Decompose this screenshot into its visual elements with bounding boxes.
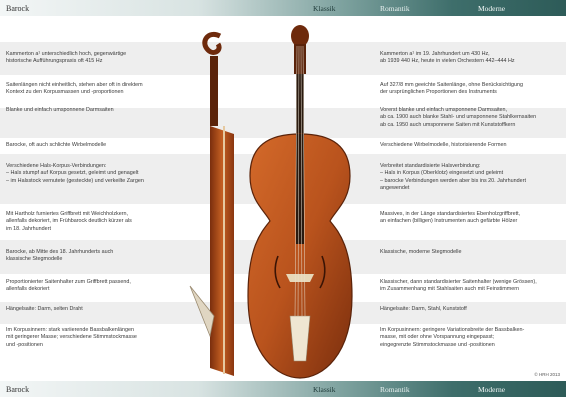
moderne-line: im Zusammenhang mit Stahlsaiten auch mit Feinstimmern bbox=[380, 286, 520, 293]
moderne-line: Hängelsaite: Darm, Stahl, Kunststoff bbox=[380, 306, 467, 312]
moderne-line: – barocke Verbindungen werden aber bis ins 20. Jahrhundert bbox=[380, 177, 526, 184]
footer-klassik: Klassik bbox=[313, 385, 336, 394]
barock-line: Barocke, ab Mitte des 18. Jahrhunderts auch bbox=[6, 249, 114, 255]
moderne-line: Verschiedene Wirbelmodelle, historisierende Formen bbox=[380, 142, 507, 148]
side-scroll bbox=[205, 34, 220, 52]
moderne-cell bbox=[380, 107, 560, 129]
moderne-line: ab 1939 440 Hz, heute in vielen Orchestern 442–444 Hz bbox=[380, 58, 515, 65]
moderne-cell bbox=[380, 163, 560, 193]
barock-line: allenfalls dekoriert bbox=[6, 286, 50, 293]
footer-romantik: Romantik bbox=[380, 385, 410, 394]
moderne-line: angewendet bbox=[380, 185, 410, 192]
moderne-line: an einfachen (billigen) Instrumenten auch gefärbte Hölzer bbox=[380, 218, 518, 225]
moderne-cell bbox=[380, 82, 560, 97]
moderne-line: Massives, in der Länge standardisiertes Ebenholzgriffbrett, bbox=[380, 211, 521, 217]
moderne-line: der ursprünglichen Proportionen des Instruments bbox=[380, 89, 497, 96]
moderne-cell bbox=[380, 306, 560, 313]
barock-line: Saitenlängen nicht einheitlich, stehen aber oft in direktem bbox=[6, 82, 143, 88]
moderne-cell bbox=[380, 327, 560, 349]
moderne-line: – Hals in Korpus (Oberklotz) eingesetzt und geleimt bbox=[380, 170, 504, 177]
barock-line: mit geringerer Masse; verschiedene Stimmstockmasse bbox=[6, 334, 137, 341]
moderne-line: masse, mit oder ohne Vorspannung eingepasst; bbox=[380, 334, 495, 341]
moderne-line: Kammerton a¹ im 19. Jahrhundert um 430 Hz, bbox=[380, 51, 490, 57]
header-romantik: Romantik bbox=[380, 4, 410, 13]
barock-line: und -positionen bbox=[6, 341, 43, 348]
moderne-line: ab ca. 1950 auch umsponnene Saiten mit Kunststoffkern bbox=[380, 121, 516, 128]
barock-line: – im Halsstock vernutete (gesteckte) und verkeilte Zargen bbox=[6, 177, 144, 184]
violin-front-view bbox=[248, 25, 352, 378]
front-pegbox bbox=[294, 44, 306, 74]
barock-line: allenfalls dekoriert, im Frühbarock deutlich kürzer als bbox=[6, 218, 132, 225]
header-barock: Barock bbox=[6, 4, 30, 13]
barock-line: Kammerton a¹ unterschiedlich hoch, gegenwärtige bbox=[6, 51, 127, 57]
moderne-line: Auf 327/8 mm geeichte Saitenlänge, ohne Berücksichtigung bbox=[380, 82, 523, 88]
barock-line: klassische Stegmodelle bbox=[6, 256, 63, 263]
violin-side-view bbox=[190, 34, 234, 376]
moderne-line: Im Korpusinnern: geringere Variationsbreite der Bassbalken- bbox=[380, 327, 525, 333]
barock-line: – Hals stumpf auf Korpus gesetzt, geleimt und genagelt bbox=[6, 170, 139, 177]
moderne-line: ab ca. 1900 auch blanke Stahl- und umsponnene Stahlkernsaiten bbox=[380, 114, 537, 121]
front-scroll bbox=[291, 25, 309, 47]
front-bridge bbox=[286, 274, 314, 282]
barock-line: Kontext zu den Korpusmassen und -proportionen bbox=[6, 89, 124, 96]
front-fingerboard-lower bbox=[296, 134, 304, 244]
footer-bar bbox=[0, 381, 566, 397]
violin-photo bbox=[150, 16, 380, 381]
side-body bbox=[210, 126, 234, 376]
moderne-line: Klassischer, dann standardisierter Saitenhalter (wenige Grössen), bbox=[380, 279, 537, 285]
copyright: © HRH 2013 bbox=[534, 372, 560, 377]
barock-line: im 18. Jahrhundert bbox=[6, 225, 51, 232]
moderne-line: Verbreitet standardisierte Halsverbindung: bbox=[380, 163, 481, 169]
side-neck bbox=[210, 56, 218, 126]
moderne-cell bbox=[380, 279, 560, 294]
barock-line: Proportionierter Saitenhalter zum Griffbrett passend, bbox=[6, 279, 131, 285]
moderne-line: Vorerst blanke und einfach umsponnene Darmsaiten, bbox=[380, 107, 508, 113]
moderne-line: eingegrenzte Stimmstockmasse und -positionen bbox=[380, 341, 495, 348]
moderne-cell bbox=[380, 51, 560, 66]
barock-line: Hängelsaite: Darm, selten Draht bbox=[6, 306, 83, 312]
header-bar bbox=[0, 0, 566, 16]
barock-line: Barocke, oft auch schlichte Wirbelmodelle bbox=[6, 142, 107, 148]
barock-line: Im Korpusinnern: stark variierende Bassbalkenlängen bbox=[6, 327, 134, 333]
moderne-cell bbox=[380, 211, 560, 226]
barock-line: Mit Hartholz furniertes Griffbrett mit Weichholzkern, bbox=[6, 211, 129, 217]
barock-line: Blanke und einfach umsponnene Darmsaiten bbox=[6, 107, 114, 113]
footer-moderne: Moderne bbox=[478, 385, 506, 394]
moderne-line: Klassische, moderne Stegmodelle bbox=[380, 249, 462, 255]
header-klassik: Klassik bbox=[313, 4, 336, 13]
barock-line: historische Aufführungspraxis oft 415 Hz bbox=[6, 58, 103, 65]
moderne-cell bbox=[380, 249, 560, 256]
barock-line: Verschiedene Hals-Korpus-Verbindungen: bbox=[6, 163, 107, 169]
footer-barock: Barock bbox=[6, 385, 30, 394]
header-moderne: Moderne bbox=[478, 4, 506, 13]
moderne-cell bbox=[380, 142, 560, 149]
